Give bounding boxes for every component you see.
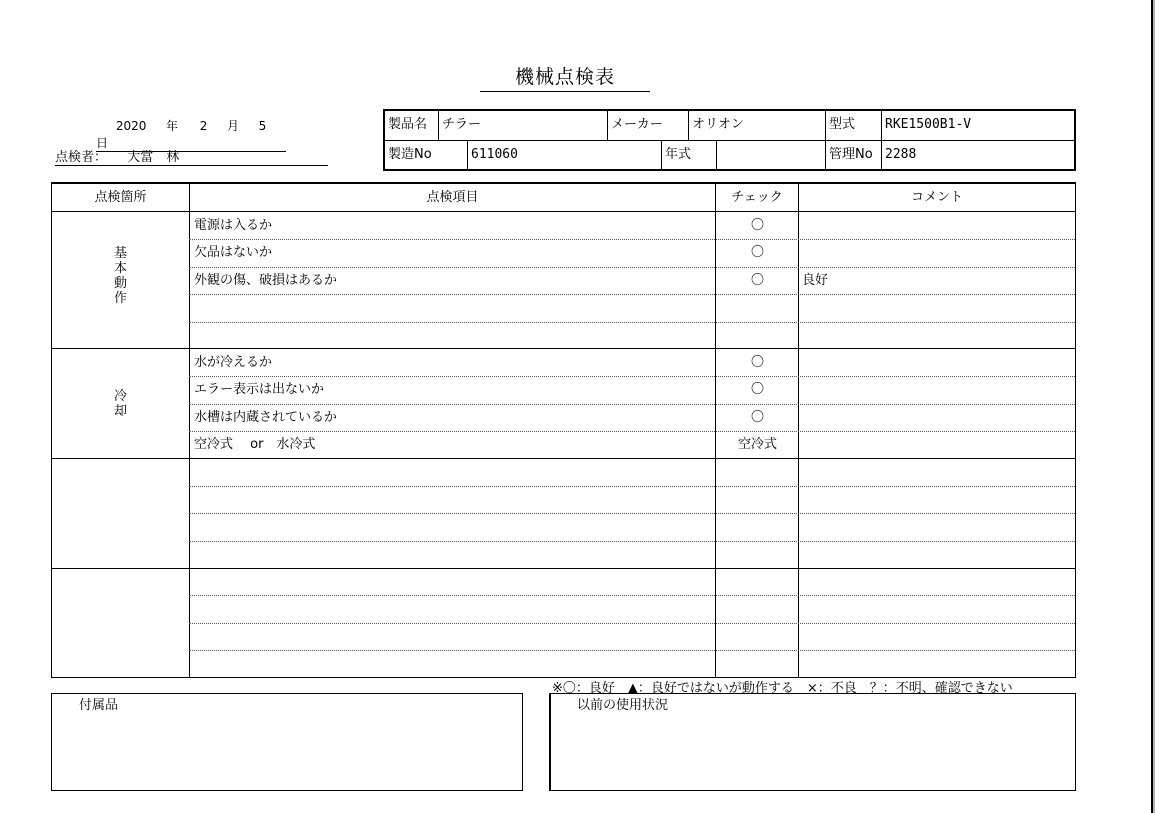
previous-usage-label: 以前の使用状況 — [577, 698, 669, 713]
section-char: 動 — [113, 276, 127, 291]
row-divider — [189, 650, 1075, 651]
date-month: 2 — [199, 119, 208, 133]
page-title: 機械点検表 — [480, 62, 650, 92]
section-divider — [52, 458, 1075, 459]
table-row-item: 電源は入るか — [194, 218, 273, 233]
header-location: 点検箇所 — [94, 190, 147, 205]
header-check: チェック — [731, 190, 783, 205]
section-char: 本 — [113, 261, 127, 276]
section-basic-label — [52, 246, 189, 306]
table-row-item: 空冷式 or 水冷式 — [194, 437, 316, 452]
row-divider — [189, 486, 1075, 487]
maker-label: メーカー — [611, 117, 663, 132]
date-day-unit: 日 — [96, 136, 109, 150]
product-name-label: 製品名 — [388, 117, 428, 132]
year-label: 年式 — [665, 147, 692, 162]
date-month-unit: 月 — [227, 119, 240, 133]
section-char: 却 — [113, 404, 127, 419]
mgmt-label: 管理No — [829, 147, 873, 162]
section-cooling-label — [52, 389, 189, 419]
table-row-check: 〇 — [750, 410, 764, 425]
product-info-box — [383, 109, 1076, 171]
section-char: 作 — [113, 291, 127, 306]
product-name-value: チラー — [442, 117, 482, 132]
previous-usage-box — [549, 693, 1076, 791]
header-item: 点検項目 — [426, 190, 479, 205]
accessories-box — [51, 693, 523, 791]
maker-value: オリオン — [692, 117, 744, 132]
row-divider — [189, 595, 1075, 596]
table-row-comment — [802, 239, 1072, 266]
section-char: 基 — [113, 246, 127, 261]
header-comment: コメント — [910, 190, 963, 205]
table-row-check: 〇 — [750, 355, 764, 370]
info-grid-line — [716, 140, 717, 169]
date-year-unit: 年 — [166, 119, 179, 133]
date-year: 2020 — [115, 119, 147, 133]
serial-label: 製造No — [388, 147, 432, 162]
table-row-item — [194, 294, 714, 321]
table-row-comment: 良好 — [802, 273, 829, 288]
model-value: RKE1500B1-V — [885, 117, 972, 132]
check-legend: ※〇：良好 ▲：良好ではないが動作する ×：不良 ？：不明、確認できない — [552, 681, 1013, 696]
mgmt-value: 2288 — [885, 147, 917, 162]
table-row-item — [194, 322, 714, 349]
table-row-check: 〇 — [750, 218, 764, 233]
inspector-line — [55, 146, 328, 166]
inspection-table — [51, 182, 1076, 678]
section-char: 冷 — [113, 389, 127, 404]
row-divider — [189, 541, 1075, 542]
table-row-check: 〇 — [750, 273, 764, 288]
table-row-item: エラー表示は出ないか — [194, 382, 325, 397]
table-row-comment — [802, 212, 1072, 239]
table-row-item: 欠品はないか — [194, 245, 273, 260]
row-divider — [189, 513, 1075, 514]
accessories-label: 付属品 — [79, 698, 119, 713]
table-row-item: 水が冷えるか — [194, 355, 273, 370]
inspector-label: 点検者： — [55, 150, 108, 165]
serial-value: 611060 — [471, 147, 518, 162]
section-divider — [52, 568, 1075, 569]
table-row-check: 空冷式 — [737, 437, 777, 452]
row-divider — [189, 623, 1075, 624]
date-day: 5 — [258, 119, 267, 133]
table-row-check: 〇 — [750, 245, 764, 260]
inspector-name: 大當 林 — [127, 150, 180, 165]
model-label: 型式 — [829, 117, 856, 132]
table-row-check: 〇 — [750, 382, 764, 397]
table-row-item: 水槽は内蔵されているか — [194, 410, 338, 425]
table-row-item: 外観の傷、破損はあるか — [194, 273, 338, 288]
